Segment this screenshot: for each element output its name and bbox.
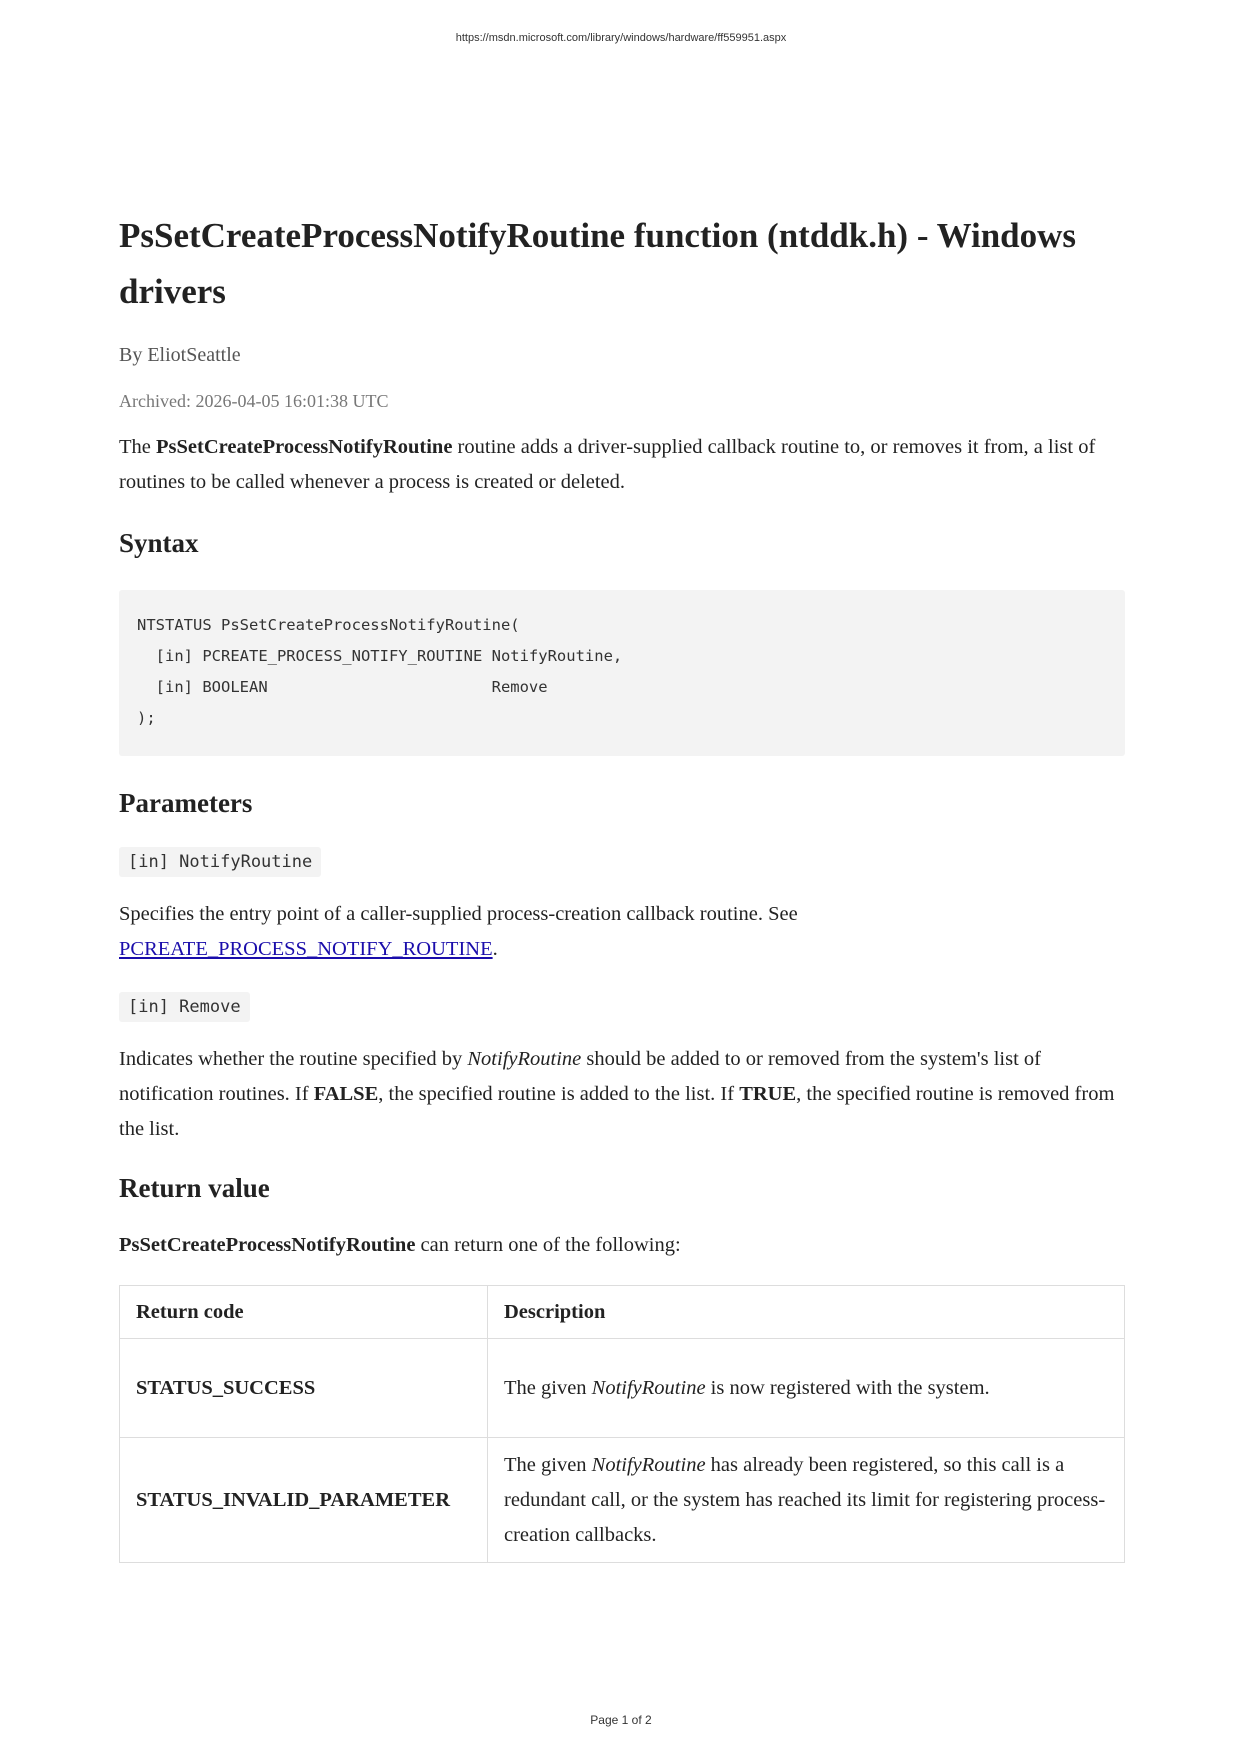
param-remove-description [119,1042,1125,1147]
row1-desc-1: The given [504,1376,592,1399]
row2-desc-2: has already been registered, so this call is a redundant call, or the system has reached its limit for registering process-creation callbacks. [504,1453,1106,1546]
header-url: https://msdn.microsoft.com/library/windows/hardware/ff559951.aspx [455,32,787,44]
row1-desc-italic: NotifyRoutine [591,1376,706,1399]
table-cell-return-code: STATUS_SUCCESS [120,1339,488,1438]
table-row [120,1438,1125,1563]
page-title: PsSetCreateProcessNotifyRoutine function (ntddk.h) - Windows drivers [119,216,1077,311]
intro-function-name: PsSetCreateProcessNotifyRoutine [156,436,453,458]
param2-desc-3: , the specified routine is added to the list. If [378,1083,740,1105]
table-row [120,1339,1125,1438]
param1-desc-suffix: . [492,938,498,960]
parameters-heading: Parameters [119,788,253,818]
pcreate-process-notify-routine-link[interactable]: PCREATE_PROCESS_NOTIFY_ROUTINE [119,938,493,960]
table-header-description: Description [488,1286,1125,1339]
syntax-code-block: NTSTATUS PsSetCreateProcessNotifyRoutine( [in] PCREATE_PROCESS_NOTIFY_ROUTINE NotifyRoutine, [in] BOOLEAN Remove ); [119,590,1125,756]
param2-desc-2: should be added to or removed from the system's list of notification routines. If [119,1048,1041,1105]
table-cell-return-code: STATUS_INVALID_PARAMETER [120,1438,488,1563]
param2-desc-4: , the specified routine is removed from the list. [119,1083,1115,1140]
row2-desc-1: The given [504,1453,592,1476]
table-header-return-code: Return code [120,1286,488,1339]
intro-paragraph [119,430,1125,500]
return-intro-rest: can return one of the following: [415,1234,681,1256]
table-cell-description [488,1339,1125,1438]
row1-desc-2: is now registered with the system. [705,1376,990,1399]
param1-desc-prefix: Specifies the entry point of a caller-supplied process-creation callback routine. See [119,903,798,925]
return-value-intro [119,1228,1125,1263]
param-remove-code: [in] Remove [119,992,250,1022]
archived-timestamp: Archived: 2026-04-05 16:01:38 UTC [119,391,389,411]
page-number: Page 1 of 2 [590,1713,652,1727]
byline: By EliotSeattle [119,344,241,366]
syntax-heading: Syntax [119,528,199,558]
return-intro-function-name: PsSetCreateProcessNotifyRoutine [119,1234,416,1256]
intro-suffix: routine adds a driver-supplied callback routine to, or removes it from, a list of routines to be called whenever a process is created or deleted. [119,436,1096,493]
return-value-heading: Return value [119,1173,270,1203]
intro-prefix: The [119,436,156,458]
param2-desc-false: FALSE [313,1083,379,1105]
param2-desc-true: TRUE [739,1083,797,1105]
table-header-row [120,1286,1125,1339]
param2-desc-1: Indicates whether the routine specified by [119,1048,468,1070]
param-notifyroutine-description [119,897,1125,967]
param-notifyroutine-code: [in] NotifyRoutine [119,847,321,877]
table-cell-description [488,1438,1125,1563]
article [119,208,1125,1563]
row2-desc-italic: NotifyRoutine [591,1453,706,1476]
return-codes-table [119,1285,1125,1563]
param2-desc-italic: NotifyRoutine [467,1048,582,1070]
